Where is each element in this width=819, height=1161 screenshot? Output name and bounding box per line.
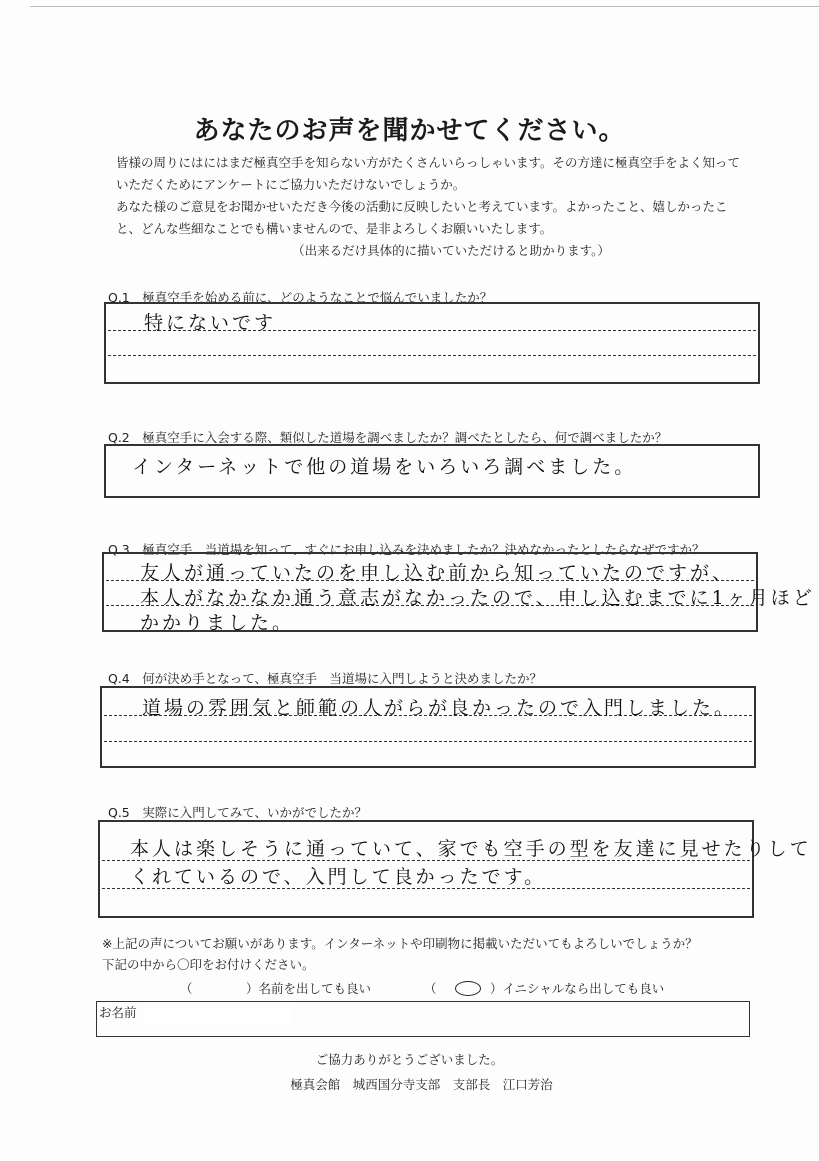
answer-box-2 <box>104 444 760 498</box>
option-initials[interactable]: ）イニシャルなら出しても良い <box>490 981 665 996</box>
answer-5-line-2: くれているので、入門して良かったです。 <box>130 866 547 888</box>
intro-text <box>116 152 766 262</box>
consent-instruction: 下記の中から〇印をお付けください。 <box>102 957 315 972</box>
intro-line: あなた様のご意見をお聞かせいただき今後の活動に反映したいと考えています。よかったこと、嬉しかったこ <box>116 199 728 214</box>
page-title: あなたのお声を聞かせてください。 <box>193 116 626 146</box>
intro-line: いただくためにアンケートにご協力いただけないでしょうか。 <box>116 177 466 192</box>
name-field[interactable] <box>96 1001 750 1037</box>
intro-line: 皆様の周りにはにはまだ極真空手を知らない方がたくさんいらっしゃいます。その方達に極真空手をよく知って <box>116 155 741 170</box>
intro-line: （出来るだけ具体的に描いていただけると助かります。） <box>292 243 610 258</box>
option-name-open-paren: （ <box>180 981 193 996</box>
question-2-label: Q.2 極真空手に入会する際、類似した道場を調べましたか？調べたとしたら、何で調べましたか？ <box>108 430 668 445</box>
consent-note: ※上記の声についてお願いがあります。インターネットや印刷物に掲載いただいてもよろしいでしょうか？ <box>102 936 698 951</box>
name-label: お名前 <box>99 1005 137 1020</box>
question-4-label: Q.4 何が決め手となって、極真空手 当道場に入門しようと決めましたか？ <box>108 671 543 686</box>
answer-3-line-1: 友人が通っていたのを申し込む前から知っていたのですが、 <box>140 562 735 584</box>
answer-box-1 <box>104 302 760 384</box>
name-redaction <box>145 1004 291 1024</box>
option-initials-open-paren: （ <box>424 981 437 996</box>
page-edge-line <box>30 6 819 7</box>
answer-4-line-1: 道場の雰囲気と師範の人がらが良かったので入門しました。 <box>142 697 737 719</box>
question-5-label: Q.5 実際に入門してみて、いかがでしたか？ <box>108 805 368 820</box>
answer-1-line-1: 特にないです <box>144 312 277 334</box>
answer-2-line-1: インターネットで他の道場をいろいろ調べました。 <box>132 456 637 478</box>
question-1-label: Q.1 極真空手を始める前に、どのようなことで悩んでいましたか？ <box>108 290 493 305</box>
intro-line: と、どんな些細なことでも構いませんので、是非よろしくお願いいたします。 <box>116 221 553 236</box>
answer-3-line-3: かかりました。 <box>140 612 295 634</box>
answer-rule <box>108 355 756 356</box>
option-full-name[interactable]: ）名前を出しても良い <box>246 981 372 996</box>
circle-mark-icon <box>455 981 481 996</box>
answer-5-line-1: 本人は楽しそうに通っていて、家でも空手の型を友達に見せたりして <box>130 838 812 860</box>
thanks-message: ご協力ありがとうございました。 <box>315 1052 504 1067</box>
answer-rule <box>104 741 752 742</box>
answer-box-3 <box>102 552 815 634</box>
footer-signature: 極真会館 城西国分寺支部 支部長 江口芳治 <box>290 1077 553 1092</box>
question-3-label: Q.3 極真空手 当道場を知って、すぐにお申し込みを決めましたか？決めなかったとしたらなぜですか？ <box>108 542 705 557</box>
answer-box-5 <box>98 820 812 918</box>
answer-3-line-2: 本人がなかなか通う意志がなかったので、申し込むまでに1ヶ月ほど <box>140 587 815 609</box>
answer-box-4 <box>100 686 756 768</box>
